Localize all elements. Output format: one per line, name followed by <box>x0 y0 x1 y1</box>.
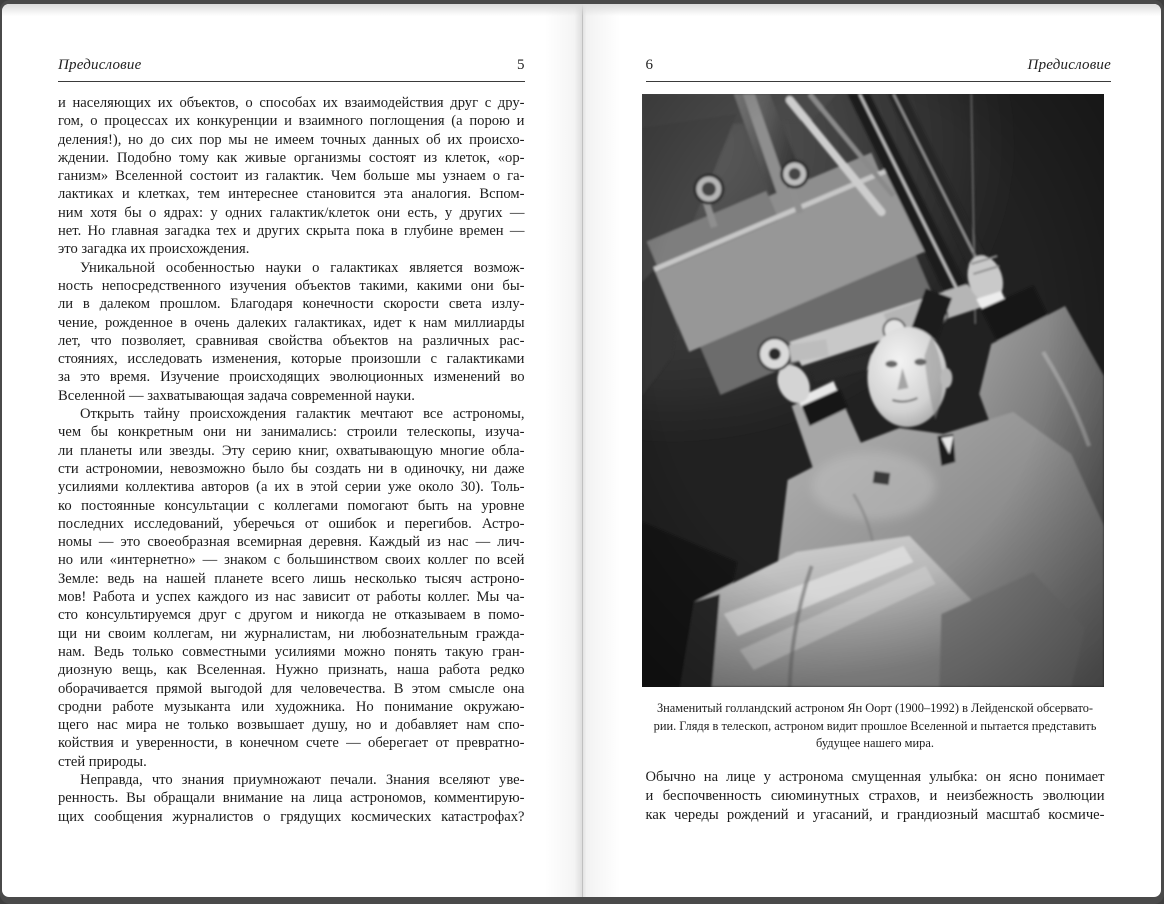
page-number-left: 5 <box>517 57 525 73</box>
text-line: диозную вещь, как Вселенная. Нужно признать, наша работа редко <box>58 662 525 679</box>
text-line: Обычно на лице у астронома смущенная улыбка: он ясно понимает <box>645 768 1105 785</box>
text-line: ним хотя бы о ядрах: у одних галактик/клеток они есть, у других — <box>58 204 525 221</box>
text-line: щих сообщения журналистов о грядущих космических катастрофах? <box>58 808 525 825</box>
page-right <box>582 4 1162 897</box>
caption-line: рии. Глядя в телескоп, астроном видит прошлое Вселенной и пытается представить <box>653 718 1097 733</box>
body-text-right <box>646 768 1105 825</box>
text-line: гом, о процессах их конкуренции и взаимного поглощения (а порою и <box>58 113 525 130</box>
figure-oort-photograph <box>642 94 1104 687</box>
text-line: за это время. Изучение происходящих эволюционных изменений во <box>58 369 525 386</box>
caption-line: будущее нашего мира. <box>816 736 934 751</box>
text-line: это загадка их происхождения. <box>58 241 250 258</box>
text-line: Неправда, что знания приумножают печали. Знания вселяют уве- <box>80 771 525 788</box>
text-line: ность непосредственного изучения объектов такими, какими они бы- <box>58 277 525 294</box>
text-line: и беспочвенность сиюминутных страхов, и неизбежность эволюции <box>645 787 1105 804</box>
text-line: чение, рожденное в очень далеких галактиках, идет к нам миллиарды <box>58 314 525 331</box>
text-line: лет, что позволяет, сравнивая свойства объектов на различных рас- <box>58 332 525 349</box>
text-line: и населяющих их объектов, о способах их взаимодействия друг с дру- <box>58 95 525 111</box>
text-line: оборачивается прямой выгодой для человечества. В этом смысле она <box>58 680 525 697</box>
text-line: деления!), но до сих пор мы не имеем точных данных об их происхо- <box>58 131 525 148</box>
figure-caption <box>646 700 1105 753</box>
book-spread <box>2 4 1161 897</box>
page-number-right: 6 <box>645 57 653 73</box>
text-line: ко постоянные консультации с коллегами помогают быть на уровне <box>58 497 525 514</box>
text-line: Уникальной особенностью науки о галактиках является возмож- <box>80 259 525 276</box>
text-line: мов! Работа и успех каждого из нас зависит от работы коллег. Мы ча- <box>58 589 525 606</box>
page-header-left <box>58 56 525 82</box>
text-line: нет. Но главная загадка тех и других скрыта пока в глубине времен — <box>58 223 525 240</box>
text-line: стояниях, исследовать изменения, которые произошли с галактиками <box>58 351 525 368</box>
text-line: усилиями коллектива авторов (а их в этой серии уже около 30). Толь- <box>58 479 525 496</box>
text-line: щего нас мира не только возвышает душу, но и добавляет нам спо- <box>58 717 525 734</box>
running-title-left: Предисловие <box>58 57 142 73</box>
text-line: номы — это своеобразная всемирная деревня. Каждый из нас — лич- <box>58 534 525 551</box>
text-line: нам. Ведь только совместными усилиями можно понять такую гран- <box>58 643 525 660</box>
caption-line: Знаменитый голландский астроном Ян Оорт (1900–1992) в Лейденской обсервато- <box>656 701 1094 715</box>
text-line: чем бы конкретным они ни занимались: строили телескопы, изуча- <box>58 424 525 441</box>
running-title-right: Предисловие <box>1027 57 1111 73</box>
text-line: сто консультируемся друг с другом и никогда не отказываем в помо- <box>58 607 525 624</box>
page-header-right <box>646 56 1112 82</box>
text-line: последних исследований, уберечься от ошибок и перегибов. Астро- <box>58 515 525 532</box>
text-line: щи ни своим коллегам, ни журналистам, ни любознательным гражда- <box>58 625 525 642</box>
text-line: ждении. Подобно тому как живые организмы состоят из клеток, «ор- <box>58 149 525 166</box>
text-line: стей природы. <box>58 753 147 770</box>
text-line: ли планеты или звезды. Эту серию книг, охватывающую многие обла- <box>58 442 525 459</box>
text-line: сти астрономии, невозможно было бы создать ни в одиночку, ни даже <box>58 460 525 477</box>
text-line: Земле: ведь на нашей планете всего лишь несколько тысяч астроно- <box>58 570 525 587</box>
text-line: койствия и уверенности, в конечном счете — оберегает от превратно- <box>58 735 525 752</box>
text-line: сродни работе музыканта или художника. Но понимание окружаю- <box>58 698 525 715</box>
body-text-left <box>58 94 525 826</box>
page-left <box>2 4 582 897</box>
text-line: ганизм» Вселенной состоит из галактик. Чем больше мы узнаем о га- <box>58 168 525 185</box>
text-line: как череды рождений и угасаний, и грандиозный масштаб космиче- <box>645 806 1105 823</box>
text-line: лактиках и клетках, тем интереснее становится эта аналогия. Вспом- <box>58 186 525 203</box>
text-line: Открыть тайну происхождения галактик мечтают все астрономы, <box>80 406 525 423</box>
text-line: но или «интернетно» — знаком с большинством своих коллег по всей <box>58 552 525 569</box>
oort-photo-artwork <box>642 94 1104 687</box>
text-line: ли в далеком прошлом. Благодаря конечности скорости света излу- <box>58 296 525 313</box>
text-line: ренность. Вы обращали внимание на лица астрономов, комментирую- <box>58 790 525 807</box>
text-line: Вселенной — захватывающая задача современной науки. <box>58 387 415 404</box>
